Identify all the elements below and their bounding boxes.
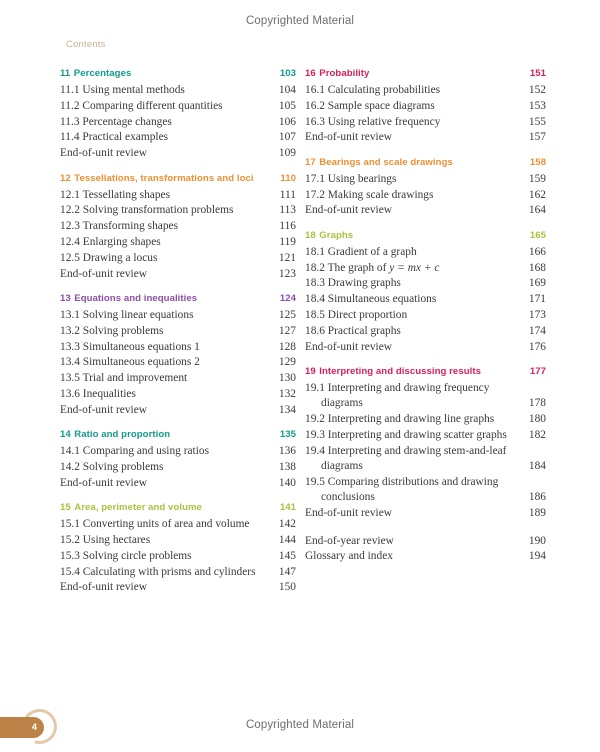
contents-entry[interactable] <box>60 580 296 595</box>
contents-entry-page: 194 <box>528 550 546 563</box>
contents-entry-label: 16.1 Calculating probabilities <box>305 84 441 96</box>
page-number-label: 4 <box>31 722 37 733</box>
section-number: 19 <box>305 365 316 377</box>
contents-entry[interactable] <box>305 130 546 145</box>
contents-entry-page: 184 <box>528 460 546 473</box>
section-title: Tessellations, transformations and loci <box>74 172 254 184</box>
contents-entry-page: 140 <box>278 476 296 489</box>
contents-entry-page: 186 <box>528 491 546 504</box>
contents-entry-page: 155 <box>528 115 546 128</box>
contents-entry-label: 12.4 Enlarging shapes <box>60 235 161 248</box>
contents-entry[interactable] <box>305 188 546 203</box>
contents-entry-page: 178 <box>528 397 546 410</box>
section-number: 12 <box>60 172 71 184</box>
section-title: Ratio and proportion <box>74 429 171 441</box>
contents-entry[interactable] <box>305 172 546 187</box>
contents-section-heading[interactable] <box>305 230 546 241</box>
contents-entry-page: 129 <box>278 356 296 369</box>
contents-section-heading[interactable] <box>60 502 296 513</box>
contents-entry[interactable] <box>60 146 296 161</box>
contents-entry[interactable] <box>60 324 296 339</box>
contents-entry-page: 190 <box>528 534 546 547</box>
contents-entry-page: 159 <box>528 172 546 185</box>
contents-entry[interactable] <box>305 203 546 218</box>
contents-entry-label: End-of-unit review <box>305 204 392 217</box>
contents-entry[interactable] <box>60 203 296 218</box>
contents-entry-label: 12.1 Tessellating shapes <box>60 188 171 201</box>
section-title: Percentages <box>73 68 132 79</box>
contents-entry-page: 130 <box>278 372 296 385</box>
contents-entry[interactable] <box>60 130 296 145</box>
contents-entry-page: 127 <box>278 324 296 337</box>
contents-entry-label: 18.1 Gradient of a graph <box>305 245 417 258</box>
contents-entry-label: 15.3 Solving circle problems <box>60 549 192 562</box>
contents-entry[interactable] <box>305 444 546 475</box>
section-page-number: 158 <box>529 156 546 168</box>
contents-entry[interactable] <box>305 324 546 339</box>
contents-entry[interactable] <box>60 251 296 266</box>
contents-entry-page: 116 <box>279 220 296 233</box>
section-title: Probability <box>319 68 370 79</box>
contents-section-heading[interactable] <box>305 366 546 377</box>
contents-column-left <box>60 68 296 596</box>
contents-entry-label: 12.3 Transforming shapes <box>60 220 179 233</box>
contents-entry-label: 13.3 Simultaneous equations 1 <box>60 340 200 353</box>
contents-entry-label: 18.2 The graph of y = mx + c <box>305 261 440 274</box>
contents-entry[interactable] <box>60 235 296 250</box>
contents-entry-page: 169 <box>528 277 546 290</box>
contents-entry-label: 18.3 Drawing graphs <box>305 277 401 290</box>
contents-entry-label: 19.4 Interpreting and drawing stem-and-leaf diagrams <box>305 444 507 473</box>
contents-entry-label: 11.4 Practical examples <box>60 131 169 144</box>
contents-column-right <box>305 68 546 565</box>
contents-section <box>305 230 546 355</box>
contents-entry[interactable] <box>305 83 546 98</box>
contents-entry-page: 171 <box>528 293 546 306</box>
contents-section <box>60 502 296 596</box>
section-title: Bearings and scale drawings <box>319 156 453 168</box>
contents-entry[interactable] <box>305 506 546 521</box>
contents-entry[interactable] <box>305 115 546 130</box>
contents-section <box>305 366 546 522</box>
contents-entry[interactable] <box>305 340 546 355</box>
contents-entry-label: 15.4 Calculating with prisms and cylinders <box>60 565 256 578</box>
section-page-number: 135 <box>279 429 296 441</box>
contents-entry[interactable] <box>305 549 546 564</box>
contents-entry-page: 144 <box>278 533 296 546</box>
contents-entry-page: 109 <box>278 147 296 160</box>
contents-entry-label: 14.1 Comparing and using ratios <box>60 445 210 458</box>
contents-entry-label: 15.2 Using hectares <box>60 533 151 546</box>
contents-entry-label: 19.1 Interpreting and drawing frequency diagrams <box>305 381 490 410</box>
contents-entry[interactable] <box>60 340 296 355</box>
contents-section-heading[interactable] <box>60 293 296 304</box>
contents-entry-label: 11.2 Comparing different quantities <box>60 99 223 112</box>
contents-entry-page: 180 <box>528 413 546 426</box>
section-title: Graphs <box>319 229 354 241</box>
contents-section <box>60 293 296 418</box>
contents-entry[interactable] <box>305 292 546 307</box>
contents-entry-label: 13.1 Solving linear equations <box>60 308 194 321</box>
contents-entry-page: 142 <box>278 518 296 531</box>
section-page-number: 141 <box>279 502 296 514</box>
contents-entry-label: 13.5 Trial and improvement <box>60 372 188 385</box>
contents-entry[interactable] <box>305 475 546 506</box>
contents-entry-page: 121 <box>278 251 296 264</box>
contents-entry-label: Glossary and index <box>305 550 393 563</box>
contents-entry-page: 128 <box>278 340 296 353</box>
contents-entry[interactable] <box>60 267 296 282</box>
contents-tail-group <box>305 534 546 565</box>
contents-section-heading[interactable] <box>60 429 296 440</box>
contents-entry-label: 19.3 Interpreting and drawing scatter graphs <box>305 428 507 441</box>
contents-entry-page: 173 <box>528 308 546 321</box>
contents-entry[interactable] <box>60 308 296 323</box>
contents-entry[interactable] <box>60 371 296 386</box>
contents-entry-label: 12.5 Drawing a locus <box>60 251 158 264</box>
contents-entry-label: 19.5 Comparing distributions and drawing conclusions <box>305 475 499 504</box>
contents-entry[interactable] <box>305 261 546 276</box>
section-page-number: 165 <box>529 229 546 241</box>
contents-entry-label: End-of-unit review <box>305 340 392 353</box>
contents-entry[interactable] <box>305 428 546 443</box>
contents-entry[interactable] <box>60 549 296 564</box>
contents-section <box>60 173 296 282</box>
contents-entry-label: End-of-unit review <box>60 476 147 489</box>
contents-entry[interactable] <box>60 444 296 459</box>
contents-entry-label: 18.4 Simultaneous equations <box>305 293 437 306</box>
section-page-number: 177 <box>529 365 546 377</box>
contents-entry-page: 174 <box>528 324 546 337</box>
contents-section-heading[interactable] <box>305 157 546 168</box>
contents-entry[interactable] <box>60 565 296 580</box>
section-title: Equations and inequalities <box>74 292 198 304</box>
section-page-number: 151 <box>529 68 546 79</box>
contents-entry[interactable] <box>305 99 546 114</box>
contents-entry[interactable] <box>60 99 296 114</box>
contents-entry-page: 162 <box>528 188 546 201</box>
contents-section-heading[interactable] <box>60 68 296 79</box>
copyright-notice-bottom: Copyrighted Material <box>245 719 355 731</box>
contents-section <box>305 157 546 219</box>
contents-entry-page: 152 <box>528 84 546 96</box>
contents-entry[interactable] <box>305 381 546 412</box>
contents-entry[interactable] <box>60 83 296 98</box>
contents-entry[interactable] <box>60 387 296 402</box>
contents-entry[interactable] <box>60 115 296 130</box>
contents-entry-page: 125 <box>278 308 296 321</box>
contents-entry-label: End-of-unit review <box>305 131 392 144</box>
contents-entry-page: 150 <box>278 581 296 594</box>
contents-section <box>305 68 546 146</box>
section-number: 15 <box>60 502 71 514</box>
contents-entry-label: 13.4 Simultaneous equations 2 <box>60 356 200 369</box>
contents-entry-page: 189 <box>528 507 546 520</box>
section-number: 14 <box>60 429 71 441</box>
section-number: 11 <box>60 68 71 79</box>
section-number: 18 <box>305 229 316 241</box>
contents-entry-page: 113 <box>279 204 296 217</box>
contents-entry-page: 176 <box>528 340 546 353</box>
contents-entry-label: End-of-year review <box>305 534 394 547</box>
contents-section-heading[interactable] <box>60 173 296 184</box>
contents-entry-page: 157 <box>528 131 546 144</box>
contents-entry-page: 106 <box>278 115 296 128</box>
contents-entry[interactable] <box>305 412 546 427</box>
contents-entry-label: 15.1 Converting units of area and volume <box>60 518 250 531</box>
contents-entry-label: 16.3 Using relative frequency <box>305 115 441 128</box>
contents-entry[interactable] <box>60 460 296 475</box>
section-page-number: 110 <box>280 172 296 184</box>
contents-entry-page: 166 <box>528 245 546 258</box>
contents-entry-label: 17.2 Making scale drawings <box>305 188 434 201</box>
section-number: 17 <box>305 156 316 168</box>
contents-entry-label: End-of-unit review <box>60 267 147 280</box>
contents-entry-label: 11.1 Using mental methods <box>60 84 185 96</box>
contents-entry[interactable] <box>305 534 546 549</box>
contents-entry-label: 11.3 Percentage changes <box>60 115 172 128</box>
section-title: Area, perimeter and volume <box>74 502 202 514</box>
contents-entry-page: 182 <box>528 428 546 441</box>
contents-entry[interactable] <box>60 355 296 370</box>
contents-entry-label: End-of-unit review <box>60 147 147 160</box>
contents-entry-label: 18.5 Direct proportion <box>305 308 408 321</box>
contents-entry-label: 13.6 Inequalities <box>60 387 136 400</box>
contents-entry[interactable] <box>305 245 546 260</box>
contents-entry-page: 123 <box>278 267 296 280</box>
contents-entry-page: 111 <box>279 188 296 201</box>
contents-entry-page: 104 <box>278 84 296 96</box>
contents-entry-page: 136 <box>278 445 296 458</box>
contents-entry-page: 105 <box>278 99 296 112</box>
contents-entry-label: 16.2 Sample space diagrams <box>305 99 435 112</box>
contents-entry-label: End-of-unit review <box>305 507 392 520</box>
section-number: 13 <box>60 292 71 304</box>
contents-entry-page: 132 <box>278 387 296 400</box>
contents-entry[interactable] <box>305 276 546 291</box>
contents-entry-label: 18.6 Practical graphs <box>305 324 401 337</box>
contents-entry[interactable] <box>60 476 296 491</box>
contents-entry-page: 134 <box>278 403 296 416</box>
section-page-number: 103 <box>279 68 296 79</box>
contents-entry-label: 14.2 Solving problems <box>60 460 164 473</box>
contents-entry[interactable] <box>60 403 296 418</box>
contents-entry-page: 119 <box>279 235 296 248</box>
section-page-number: 124 <box>279 292 296 304</box>
contents-entry-page: 145 <box>278 549 296 562</box>
contents-section-heading[interactable] <box>305 68 546 79</box>
running-head-contents: Contents <box>66 39 106 50</box>
contents-entry-label: 13.2 Solving problems <box>60 324 164 337</box>
contents-entry-page: 147 <box>278 565 296 578</box>
contents-entry-page: 107 <box>278 131 296 144</box>
contents-entry-label: 12.2 Solving transformation problems <box>60 204 234 217</box>
section-title: Interpreting and discussing results <box>319 365 481 377</box>
contents-entry-label: End-of-unit review <box>60 581 147 594</box>
contents-entry[interactable] <box>60 517 296 532</box>
contents-section <box>60 429 296 491</box>
contents-entry-page: 153 <box>528 99 546 112</box>
contents-section <box>60 68 296 162</box>
contents-entry[interactable] <box>60 219 296 234</box>
contents-entry-page: 138 <box>278 460 296 473</box>
contents-entry[interactable] <box>305 308 546 323</box>
contents-entry-label: 19.2 Interpreting and drawing line graphs <box>305 413 495 426</box>
contents-entry[interactable] <box>60 188 296 203</box>
section-number: 16 <box>305 68 316 79</box>
contents-entry[interactable] <box>60 533 296 548</box>
contents-entry-page: 164 <box>528 204 546 217</box>
contents-entry-label: End-of-unit review <box>60 403 147 416</box>
contents-entry-label: 17.1 Using bearings <box>305 172 397 185</box>
copyright-notice-top: Copyrighted Material <box>245 15 355 27</box>
contents-entry-page: 168 <box>528 261 546 274</box>
